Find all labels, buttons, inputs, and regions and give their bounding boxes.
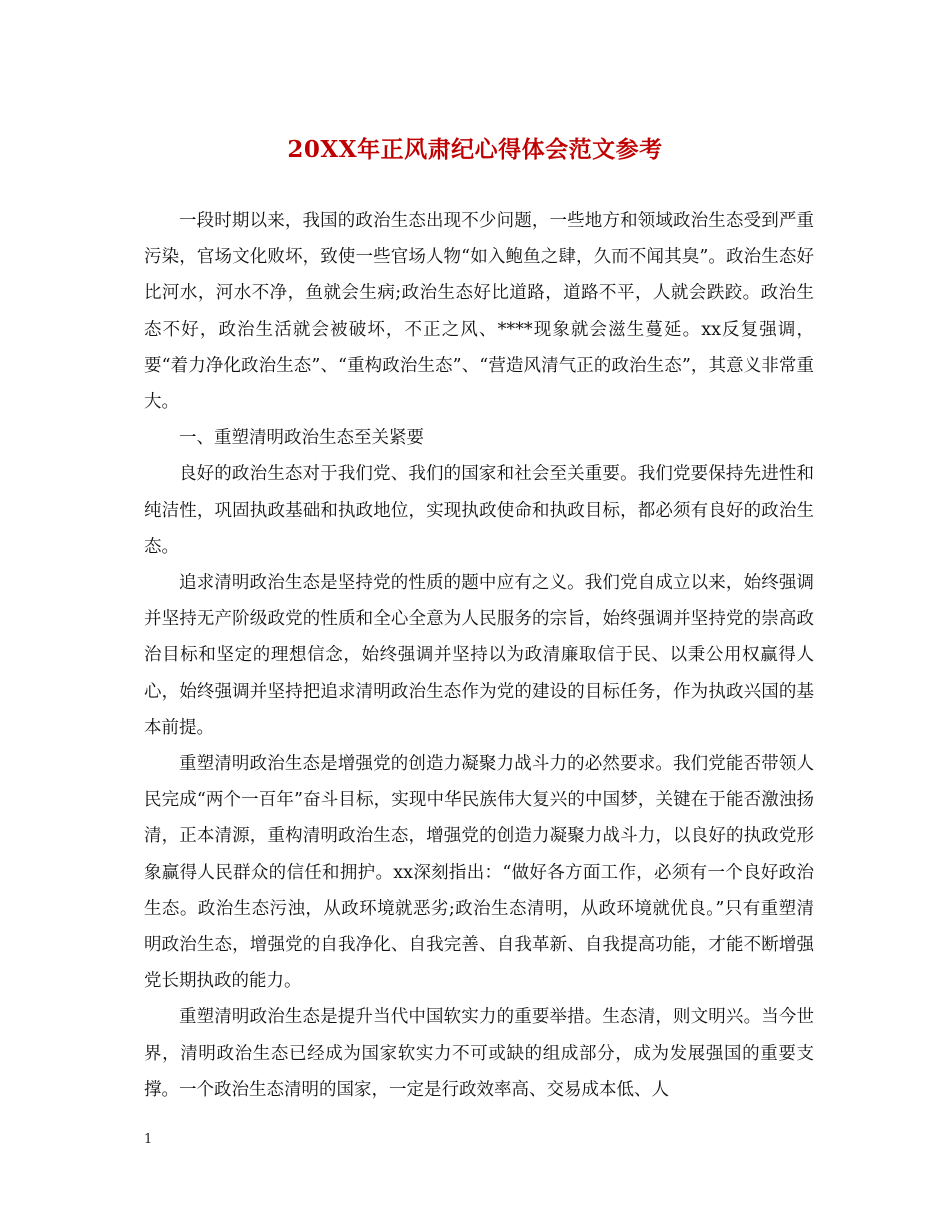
document-title: 20XX年正风肃纪心得体会范文参考 [287,136,663,163]
section-heading: 一、重塑清明政治生态至关紧要 [179,428,424,449]
page-number: 1 [144,1132,153,1147]
paragraph-intro: 一段时期以来，我国的政治生态出现不少问题，一些地方和领域政治生态受到严重污染，官场文化败坏，致使一些官场人物“如入鲍鱼之肆，久而不闻其臭”。政治生态好比河水，河水不净，鱼就会生病;政治生态好比道路，道路不平，人就会跌跤。政治生态不好，政治生活就会被破坏，不正之风、****现象就会滋生蔓延。xx反复强调，要“着力净化政治生态”、“重构政治生态”、“营造风清气正的政治生态”，其意义非常重大。 [144,211,814,413]
document-body [144,203,814,1108]
paragraph: 良好的政治生态对于我们党、我们的国家和社会至关重要。我们党要保持先进性和纯洁性，巩固执政基础和执政地位，实现执政使命和执政目标，都必须有良好的政治生态。 [144,464,814,557]
paragraph: 重塑清明政治生态是提升当代中国软实力的重要举措。生态清，则文明兴。当今世界，清明政治生态已经成为国家软实力不可或缺的组成部分，成为发展强国的重要支撑。一个政治生态清明的国家，一定是行政效率高、交易成本低、人 [144,1007,814,1100]
paragraph: 追求清明政治生态是坚持党的性质的题中应有之义。我们党自成立以来，始终强调并坚持无产阶级政党的性质和全心全意为人民服务的宗旨，始终强调并坚持党的崇高政治目标和坚定的理想信念，始终强调并坚持以为政清廉取信于民、以秉公用权赢得人心，始终强调并坚持把追求清明政治生态作为党的建设的目标任务，作为执政兴国的基本前提。 [144,573,814,738]
paragraph: 重塑清明政治生态是增强党的创造力凝聚力战斗力的必然要求。我们党能否带领人民完成“两个一百年”奋斗目标，实现中华民族伟大复兴的中国梦，关键在于能否激浊扬清，正本清源，重构清明政治生态，增强党的创造力凝聚力战斗力，以良好的执政党形象赢得人民群众的信任和拥护。xx深刻指出：“做好各方面工作，必须有一个良好政治生态。政治生态污浊，从政环境就恶劣;政治生态清明，从政环境就优良。”只有重塑清明政治生态，增强党的自我净化、自我完善、自我革新、自我提高功能，才能不断增强党长期执政的能力。 [144,754,814,992]
